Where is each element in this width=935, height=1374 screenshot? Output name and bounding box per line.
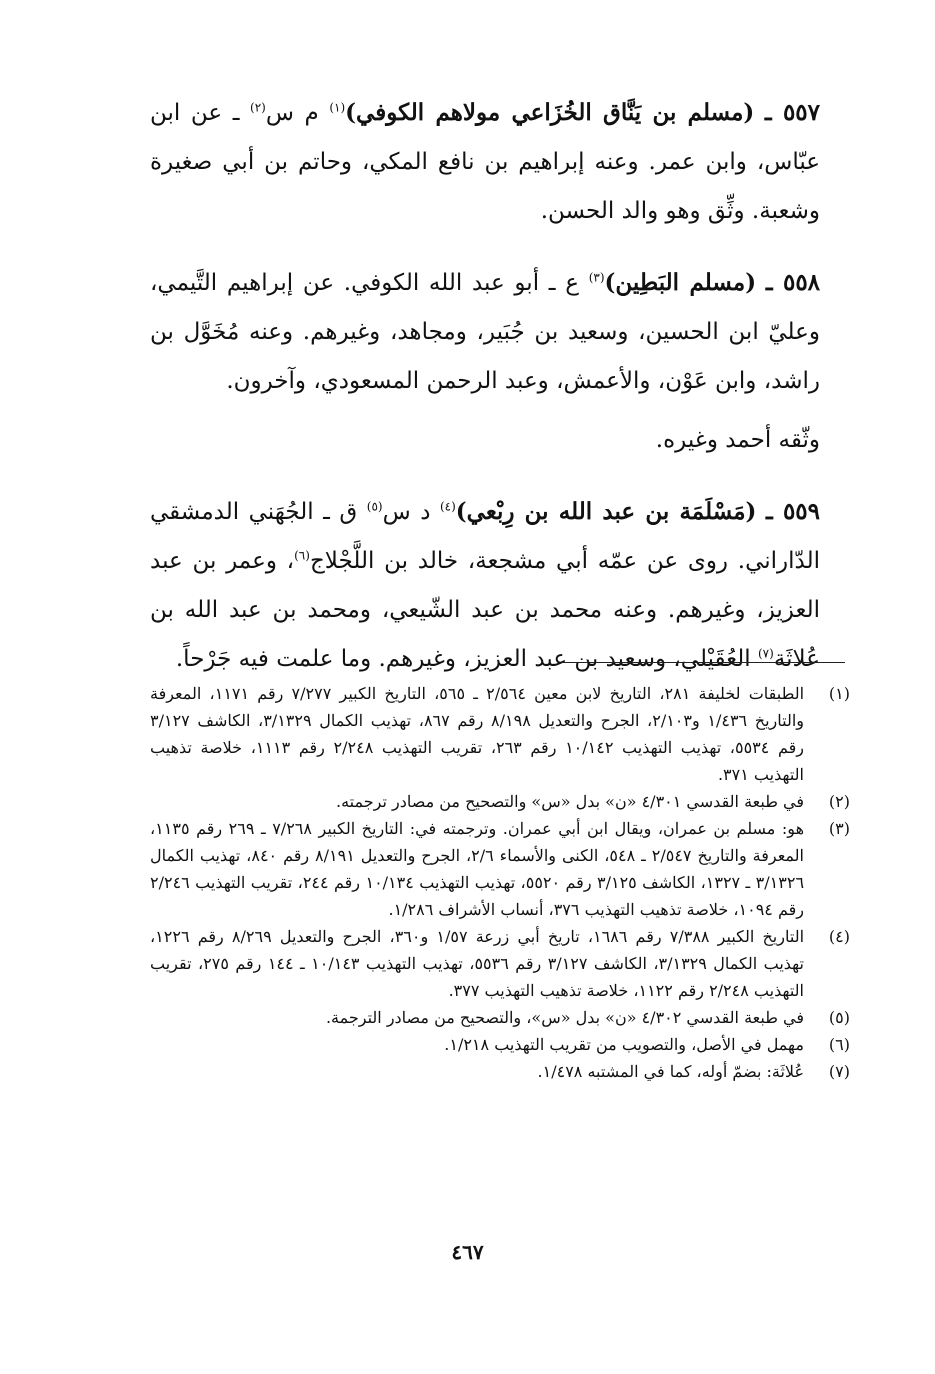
entry-name: (مسلم بن يَنَّاق الخُزَاعي مولاهم الكوفي) [345,99,755,126]
entry-symbols: د س [382,499,440,525]
footnote-ref: (٦) [294,548,310,563]
footnote-text: في طبعة القدسي ٤/٣٠٢ «ن» بدل «س»، والتصحيح من مصادر الترجمة. [325,1008,804,1027]
footnote-item [150,815,850,923]
entry-number: ٥٥٧ ـ [764,99,821,126]
footnote-text: عُلاثَة: بضمّ أوله، كما في المشتبه ١/٤٧٨. [537,1062,804,1081]
entry-body: ع ـ أبو عبد الله الكوفي. عن إبراهيم التَّيمي، وعليّ ابن الحسين، وسعيد بن جُبَير، ومجاهد، وغيرهم. وعنه مُخَوَّل بن راشد، وابن عَوْن، والأعمش، وعبد الرحمن المسعودي، وآخرون. [150,270,820,394]
footnote-item [150,923,850,1004]
footnote-ref: (٥) [366,499,383,514]
footnote-ref: (١) [329,100,346,115]
footnote-text: هو: مسلم بن عمران، ويقال ابن أبي عمران. وترجمته في: التاريخ الكبير ٧/٢٦٨ ـ ٢٦٩ رقم ١١٣٥، المعرفة والتاريخ ٢/٥٤٧ ـ ٥٤٨، الكنى والأسماء ٢/٦، الجرح والتعديل ٨/١٩١ رقم ٨٤٠، تهذيب الكمال ٣/١٣٢٦ ـ ١٣٢٧، الكاشف ٣/١٢٥ رقم ٥٥٢٠، تهذيب التهذيب ١٠/١٣٤ رقم ٢٤٤، تقريب التهذيب ٢/٢٤٦ رقم ١٠٩٤، خلاصة تذهيب التهذيب ٣٧٦، أنساب الأشراف ١/٢٨٦. [150,819,805,919]
entry-body: ، وعمر بن عبد العزيز، وغيرهم. وعنه محمد بن عبد الشّيعي، ومحمد بن عبد الله بن عُلاثَة [150,548,820,672]
entry-body: ـ عن ابن عبّاس، وابن عمر. وعنه إبراهيم بن نافع المكي، وحاتم بن أبي صغيرة وشعبة. وثِّق وهو والد الحسن. [150,100,820,224]
footnote-item [150,1004,850,1031]
footnote-ref: (٧) [757,646,774,661]
entry-557 [150,88,820,236]
footnote-text: مهمل في الأصل، والتصويب من تقريب التهذيب ١/٢١٨. [444,1035,804,1054]
footnote-number: (٥) [828,1008,850,1027]
footnote-number: (٦) [828,1035,850,1054]
entry-symbols: م س [265,100,330,126]
entry-number: ٥٥٨ ـ [765,269,821,296]
footnote-text: التاريخ الكبير ٧/٣٨٨ رقم ١٦٨٦، تاريخ أبي زرعة ١/٥٧ و٣٦٠، الجرح والتعديل ٨/٢٦٩ رقم ١٢٢٦، تهذيب الكمال ٣/١٣٢٩، الكاشف ٣/١٢٧ رقم ٥٥٣٦، تهذيب التهذيب ١٠/١٤٣ ـ ١٤٤ رقم ٢٧٥، تقريب التهذيب ٢/٢٤٨ رقم ١١٢٢، خلاصة تذهيب التهذيب ٣٧٧. [150,927,805,1000]
biography-entries [150,88,820,706]
footnote-text: الطبقات لخليفة ٢٨١، التاريخ لابن معين ٢/٥٦٤ ـ ٥٦٥، التاريخ الكبير ٧/٢٧٧ رقم ١١٧١، المعرفة والتاريخ ١/٤٣٦ و٢/١٠٣، الجرح والتعديل ٨/١٩٨ رقم ٨٦٧، تهذيب الكمال ٣/١٣٢٩، الكاشف ٣/١٢٧ رقم ٥٥٣٤، تهذيب التهذيب ١٠/١٤٢ رقم ٢٦٣، تقريب التهذيب ٢/٢٤٨ رقم ١١١٣، خلاصة تذهيب التهذيب ٣٧١. [150,684,805,784]
footnote-ref: (٤) [439,499,456,514]
entry-number: ٥٥٩ ـ [765,498,820,525]
entry-name: (مَسْلَمَة بن عبد الله بن رِبْعي) [455,498,757,525]
entry-body: ق ـ الجُهَني الدمشقي الدّاراني. روى عن عمّه أبي مشجعة، خالد بن اللَّجْلاج [150,499,821,574]
entry-name: (مسلم البَطِين) [604,269,757,296]
footnote-item [150,680,850,788]
footnote-item [150,788,850,815]
footnote-number: (٤) [828,927,850,946]
footnote-ref: (٢) [250,100,266,115]
entry-note: وثّقه أحمد وغيره. [655,427,820,453]
footnote-ref: (٣) [588,270,605,285]
entry-558 [150,258,820,465]
entry-body: العُقَيْلي، وسعيد بن عبد العزيز، وغيرهم. وما علمت فيه جَرْحاً. [175,646,758,672]
footnote-item [150,1031,850,1058]
footnote-number: (٣) [828,819,850,838]
page-number: ٤٦٧ [451,1240,484,1264]
footnote-item [150,1058,850,1085]
entry-559 [150,487,820,684]
footnotes [150,680,850,1085]
footnote-number: (٧) [828,1062,850,1081]
footnote-number: (١) [828,684,850,703]
footnote-divider [562,662,845,663]
footnote-text: في طبعة القدسي ٤/٣٠١ «ن» بدل «س» والتصحيح من مصادر ترجمته. [335,792,804,811]
footnote-number: (٢) [828,792,850,811]
